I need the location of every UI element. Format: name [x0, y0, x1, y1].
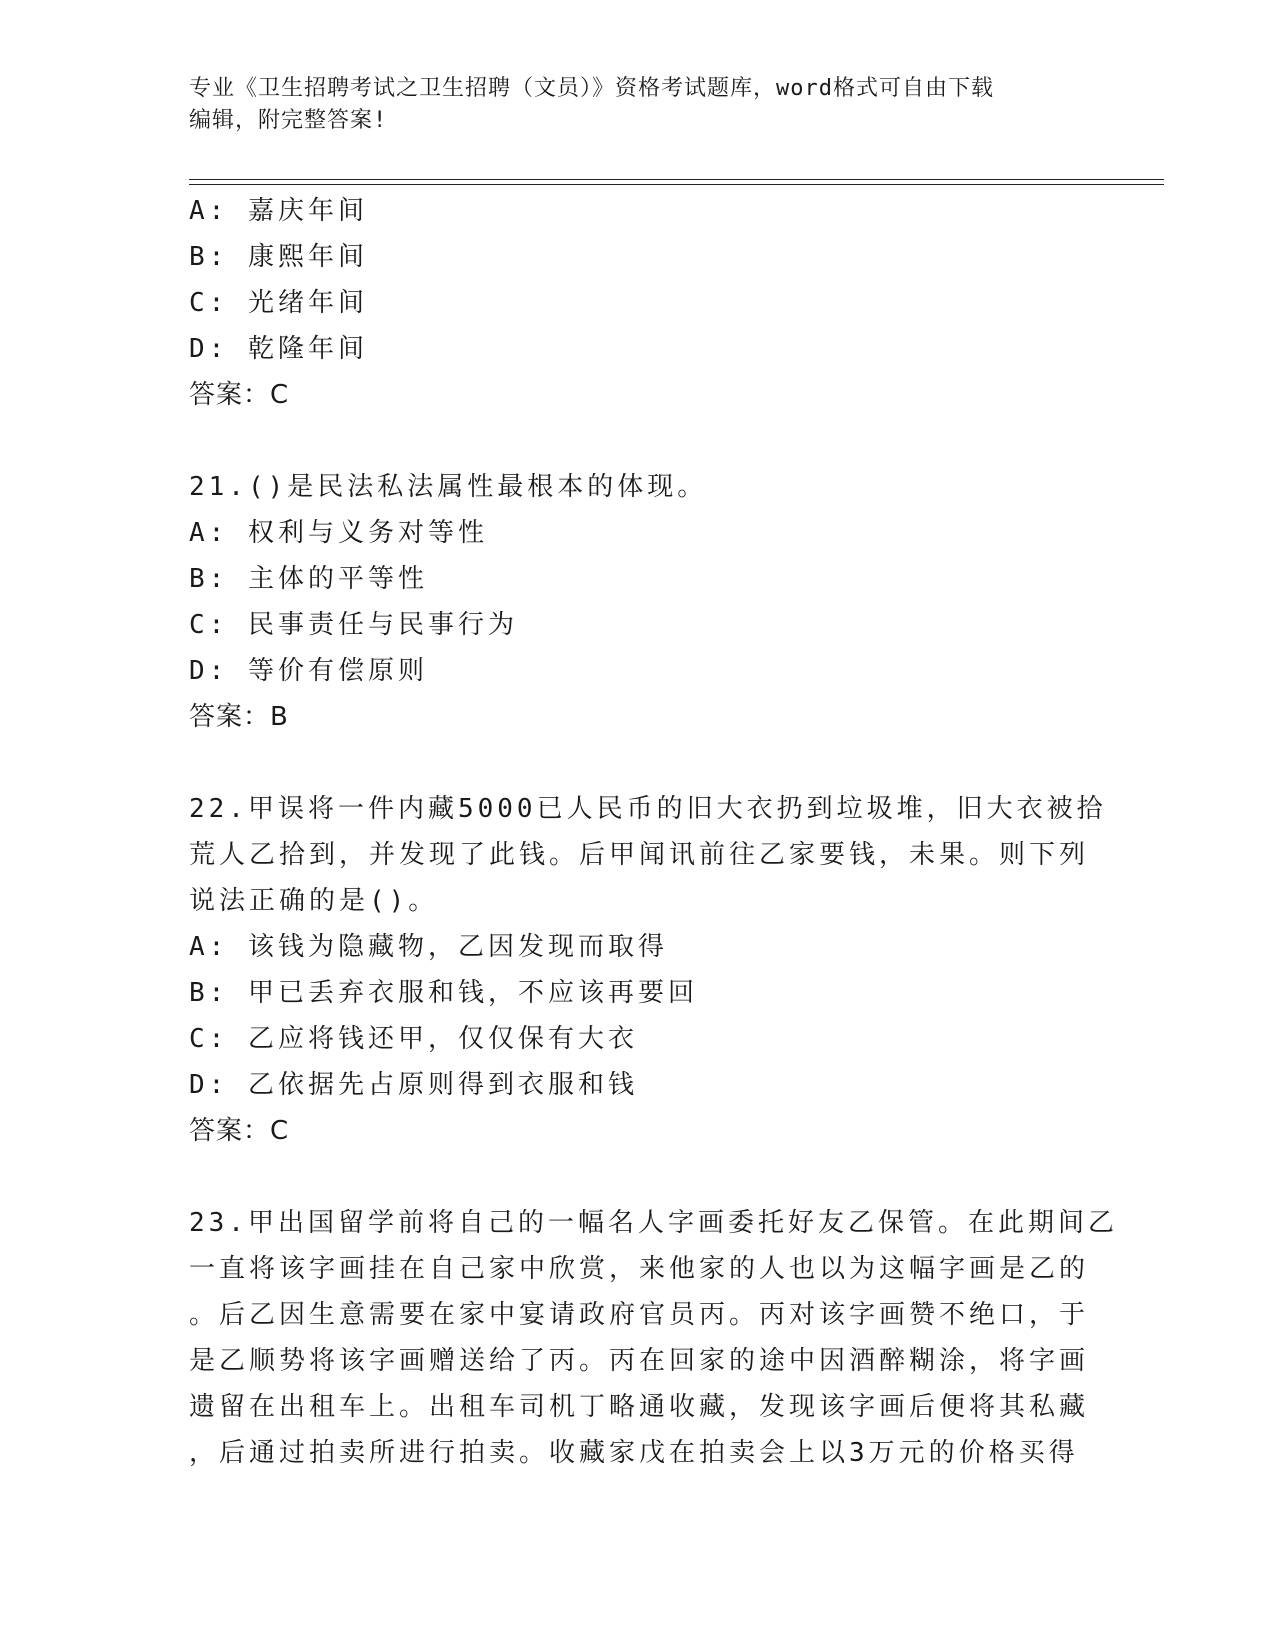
spacer — [189, 740, 1089, 786]
question-stem-line: 说法正确的是()。 — [189, 886, 439, 916]
question-stem-line: 23.甲出国留学前将自己的一幅名人字画委托好友乙保管。在此期间乙 — [189, 1208, 1118, 1238]
question-22 — [189, 786, 1107, 1154]
question-stem-line: 遗留在出租车上。出租车司机丁略通收藏，发现该字画后便将其私藏 — [189, 1392, 1090, 1422]
answer: 答案：C — [189, 1116, 290, 1146]
option-b: B: 康熙年间 — [189, 242, 368, 272]
spacer — [189, 418, 1089, 464]
question-stem-line: ，后通过拍卖所进行拍卖。收藏家戊在拍卖会上以3万元的价格买得 — [189, 1438, 1079, 1468]
option-a: A: 该钱为隐藏物，乙因发现而取得 — [189, 932, 668, 962]
header-divider-bottom — [189, 184, 1164, 185]
document-header — [189, 73, 1089, 137]
question-stem-line: 是乙顺势将该字画赠送给了丙。丙在回家的途中因酒醉糊涂，将字画 — [189, 1346, 1090, 1376]
option-d: D: 乾隆年间 — [189, 334, 368, 364]
document-body — [189, 188, 1118, 1476]
question-21 — [189, 464, 1089, 740]
question-stem-line: 。后乙因生意需要在家中宴请政府官员丙。丙对该字画赞不绝口，于 — [189, 1300, 1090, 1330]
option-b: B: 主体的平等性 — [189, 564, 428, 594]
option-d: D: 等价有偿原则 — [189, 656, 428, 686]
question-stem-line: 22.甲误将一件内藏5000已人民币的旧大衣扔到垃圾堆，旧大衣被拾 — [189, 794, 1107, 824]
option-b: B: 甲已丢弃衣服和钱，不应该再要回 — [189, 978, 698, 1008]
answer: 答案：C — [189, 380, 290, 410]
option-a: A: 嘉庆年间 — [189, 196, 368, 226]
answer: 答案：B — [189, 702, 289, 732]
spacer — [189, 1154, 1089, 1200]
option-d: D: 乙依据先占原则得到衣服和钱 — [189, 1070, 638, 1100]
question-20 — [189, 188, 1089, 418]
option-c: C: 光绪年间 — [189, 288, 368, 318]
question-stem: 21.()是民法私法属性最根本的体现。 — [189, 472, 708, 502]
header-line-2: 编辑，附完整答案! — [189, 108, 388, 133]
question-stem-line: 一直将该字画挂在自己家中欣赏，来他家的人也以为这幅字画是乙的 — [189, 1254, 1090, 1284]
question-stem-line: 荒人乙拾到，并发现了此钱。后甲闻讯前往乙家要钱，未果。则下列 — [189, 840, 1090, 870]
option-c: C: 民事责任与民事行为 — [189, 610, 518, 640]
option-a: A: 权利与义务对等性 — [189, 518, 488, 548]
header-line-1: 专业《卫生招聘考试之卫生招聘（文员）》资格考试题库，word格式可自由下载 — [189, 76, 994, 101]
header-divider-top — [189, 179, 1164, 180]
option-c: C: 乙应将钱还甲，仅仅保有大衣 — [189, 1024, 638, 1054]
question-23 — [189, 1200, 1118, 1476]
